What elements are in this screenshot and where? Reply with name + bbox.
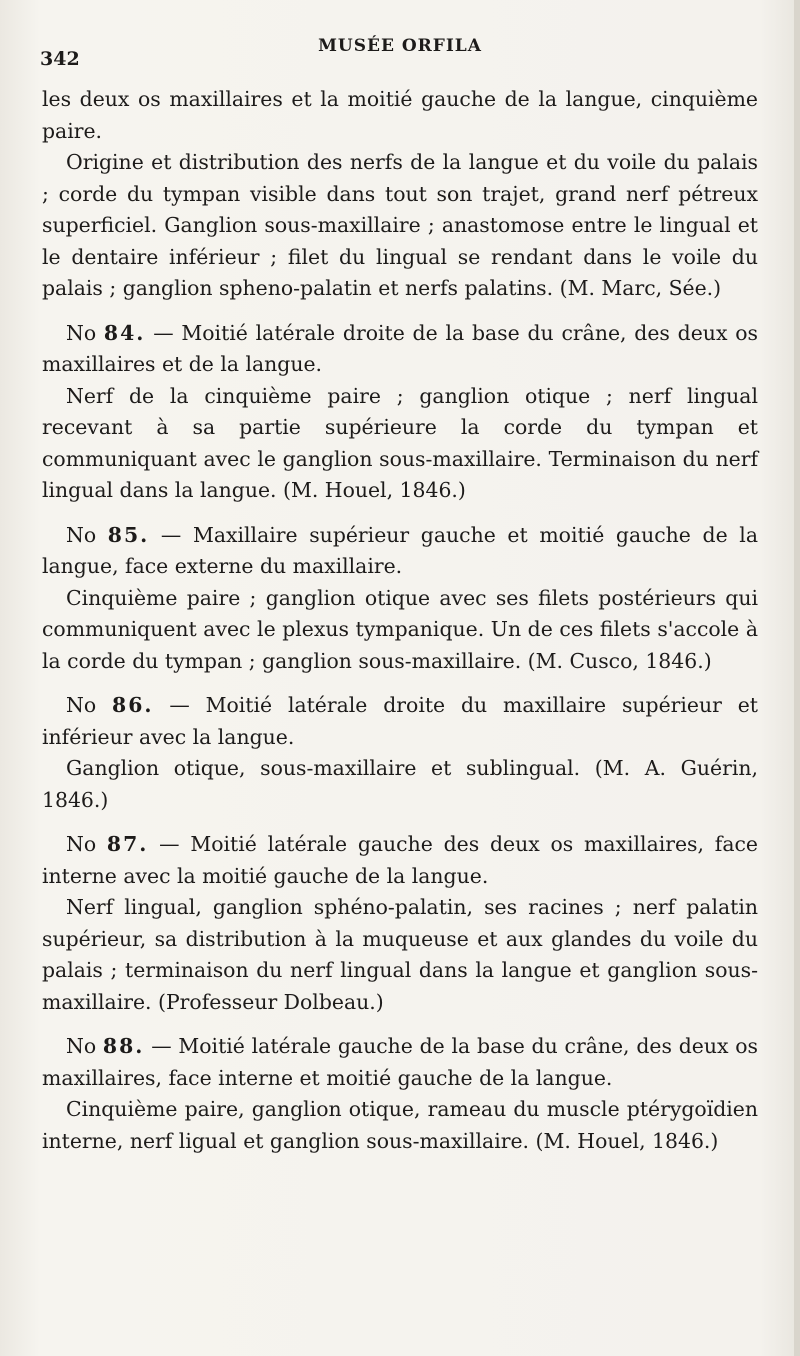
- entry-85-heading: [42, 520, 758, 583]
- description-paragraph: Origine et distribution des nerfs de la langue et du voile du palais ; corde du tympan visible dans tout son trajet, grand nerf pétreux superficiel. Ganglion sous-maxillaire ; anastomose entre le lingual et le dentaire inférieur ; filet du lingual se rendant dans le voile du palais ; ganglion spheno-palatin et nerfs palatins. (M. Marc, Sée.): [42, 150, 758, 300]
- entry-prefix: No: [66, 320, 104, 345]
- running-head: [0, 34, 800, 70]
- entry-88-heading: [42, 1031, 758, 1094]
- continuation-paragraph: les deux os maxillaires et la moitié gauche de la langue, cinquième paire.: [42, 87, 758, 143]
- entry-86-body: Ganglion otique, sous-maxillaire et sublingual. (M. A. Guérin, 1846.): [42, 756, 758, 812]
- entry-prefix: No: [66, 832, 107, 856]
- page-edge: [794, 0, 800, 1356]
- entry-heading-text: — Moitié latérale droite du maxillaire supérieur et inférieur avec la langue.: [42, 693, 759, 749]
- entry-number: 86.: [112, 693, 154, 717]
- entry-prefix: No: [66, 522, 108, 547]
- entry-heading-text: — Moitié latérale droite de la base du crâne, des deux os maxillaires et de la langue.: [42, 320, 758, 376]
- entry-number: 88.: [102, 1034, 145, 1058]
- header-title: MUSÉE ORFILA: [318, 36, 482, 56]
- entry-number: 87.: [106, 832, 149, 856]
- entry-88-body: Cinquième paire, ganglion otique, rameau du muscle ptérygoïdien interne, nerf ligual et ganglion sous-maxillaire. (M. Houel, 1846.): [42, 1097, 758, 1153]
- entry-number: 84.: [103, 320, 146, 345]
- entry-prefix: No: [66, 1034, 103, 1058]
- entry-84-heading: [42, 318, 758, 381]
- entry-84-body: Nerf de la cinquième paire ; ganglion otique ; nerf lingual recevant à sa partie supérieure la corde du tympan et communiquant avec le ganglion sous-maxillaire. Terminaison du nerf lingual dans la langue. (M. Houel, 1846.): [42, 383, 758, 502]
- entry-heading-text: — Moitié latérale gauche de la base du crâne, des deux os maxillaires, face interne et moitié gauche de la langue.: [42, 1034, 758, 1090]
- entry-87-heading: [42, 829, 758, 892]
- entry-prefix: No: [66, 693, 112, 717]
- text-block: [42, 84, 758, 1157]
- page-number: 342: [40, 48, 80, 70]
- entry-number: 85.: [107, 522, 150, 547]
- entry-86-heading: [42, 690, 758, 753]
- entry-heading-text: — Moitié latérale gauche des deux os maxillaires, face interne avec la moitié gauche de la langue.: [42, 832, 758, 888]
- entry-heading-text: — Maxillaire supérieur gauche et moitié gauche de la langue, face externe du maxillaire.: [42, 522, 758, 578]
- entry-87-body: Nerf lingual, ganglion sphéno-palatin, ses racines ; nerf palatin supérieur, sa distribution à la muqueuse et aux glandes du voile du palais ; terminaison du nerf lingual dans la langue et ganglion sous-maxillaire. (Professeur Dolbeau.): [42, 895, 758, 1014]
- entry-85-body: Cinquième paire ; ganglion otique avec ses filets postérieurs qui communiquent avec le plexus tympanique. Un de ces filets s'accole à la corde du tympan ; ganglion sous-maxillaire. (M. Cusco, 1846.): [42, 585, 758, 673]
